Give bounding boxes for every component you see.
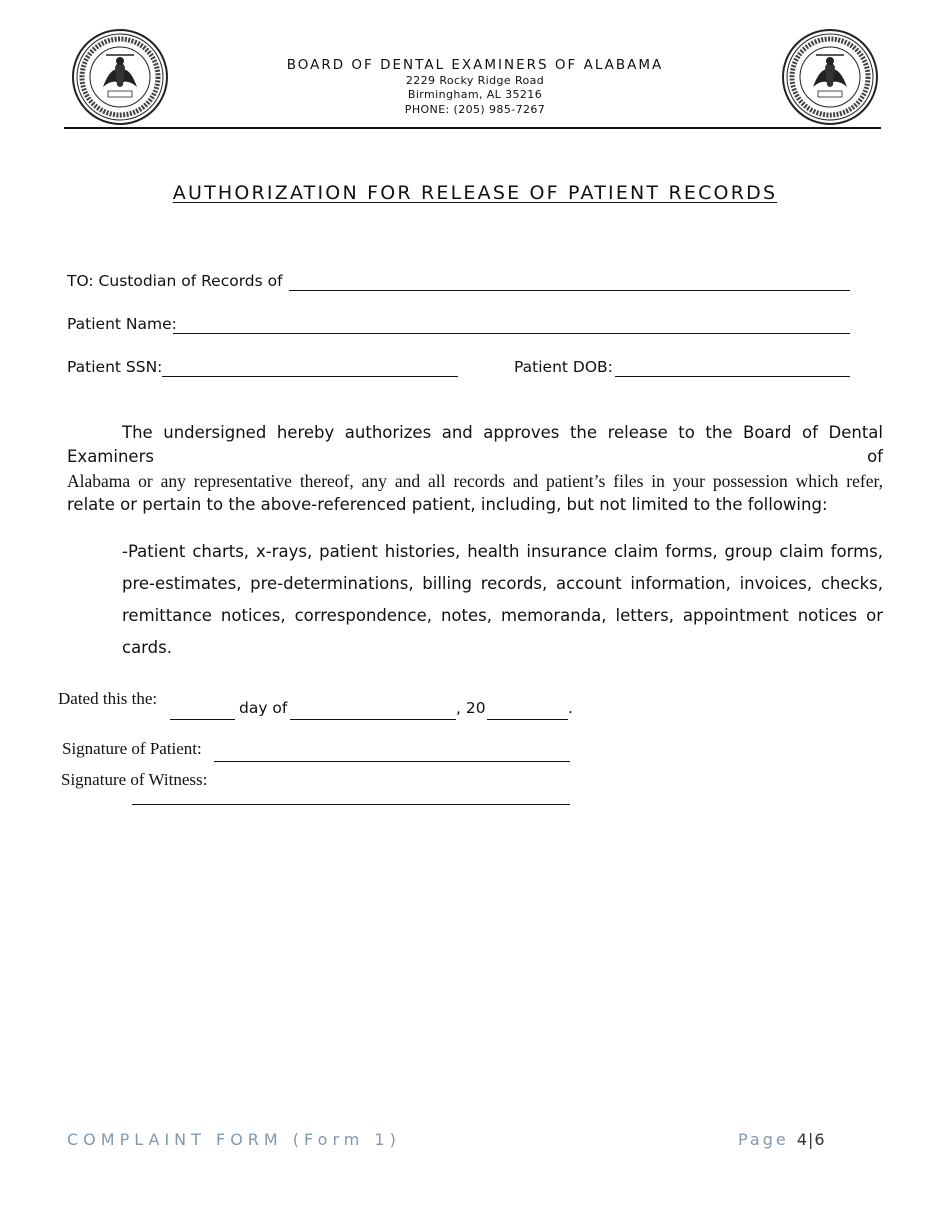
header-divider: [64, 127, 881, 129]
page-label: Page: [738, 1130, 789, 1149]
month-field[interactable]: [290, 719, 456, 720]
patient-signature-label: Signature of Patient:: [62, 739, 202, 758]
patient-ssn-field[interactable]: [162, 376, 458, 377]
page-separator: |: [808, 1130, 815, 1149]
patient-name-label: Patient Name:: [67, 315, 177, 333]
address-street: 2229 Rocky Ridge Road: [405, 74, 545, 87]
patient-ssn-label: Patient SSN:: [67, 358, 163, 376]
custodian-label: TO: Custodian of Records of: [67, 272, 283, 290]
dated-label: Dated this the:: [58, 689, 158, 708]
patient-dob-field[interactable]: [615, 376, 850, 377]
authorization-paragraph: [67, 421, 883, 517]
witness-signature-field[interactable]: [132, 804, 570, 805]
paragraph-line-1: The undersigned hereby authorizes and approves the release to the Board of Dental Examiners of: [67, 423, 883, 466]
custodian-field[interactable]: [289, 290, 850, 291]
day-field[interactable]: [170, 719, 235, 720]
year-field[interactable]: [487, 719, 568, 720]
paragraph-line-3: relate or pertain to the above-referenced patient, including, but not limited to the following:: [67, 495, 828, 514]
patient-signature-field[interactable]: [214, 761, 570, 762]
date-period: .: [568, 699, 573, 717]
phone-number: PHONE: (205) 985-7267: [404, 103, 546, 116]
footer-page-number: [738, 1130, 826, 1149]
patient-dob-label: Patient DOB:: [514, 358, 613, 376]
patient-name-field[interactable]: [173, 333, 850, 334]
page-total: 6: [814, 1130, 826, 1149]
organization-name: BOARD OF DENTAL EXAMINERS OF ALABAMA: [286, 57, 664, 73]
page-current: 4: [796, 1130, 809, 1149]
year-prefix: , 20: [456, 699, 486, 717]
records-list: -Patient charts, x-rays, patient histories, health insurance claim forms, group claim forms, pre-estimates, pre-determinations, billing records, account information, invoices, checks, remittance notices, correspondence, notes, memoranda, letters, appointment notices or cards.: [122, 542, 883, 657]
paragraph-line-2: Alabama or any representative thereof, any and all records and patient’s files in your possession which refer,: [67, 471, 883, 491]
footer-form-name: COMPLAINT FORM (Form 1): [67, 1130, 401, 1149]
document-title: AUTHORIZATION FOR RELEASE OF PATIENT RECORDS: [172, 182, 778, 204]
witness-signature-label: Signature of Witness:: [61, 770, 208, 789]
address-city: Birmingham, AL 35216: [407, 88, 543, 101]
day-of-label: day of: [239, 699, 288, 717]
